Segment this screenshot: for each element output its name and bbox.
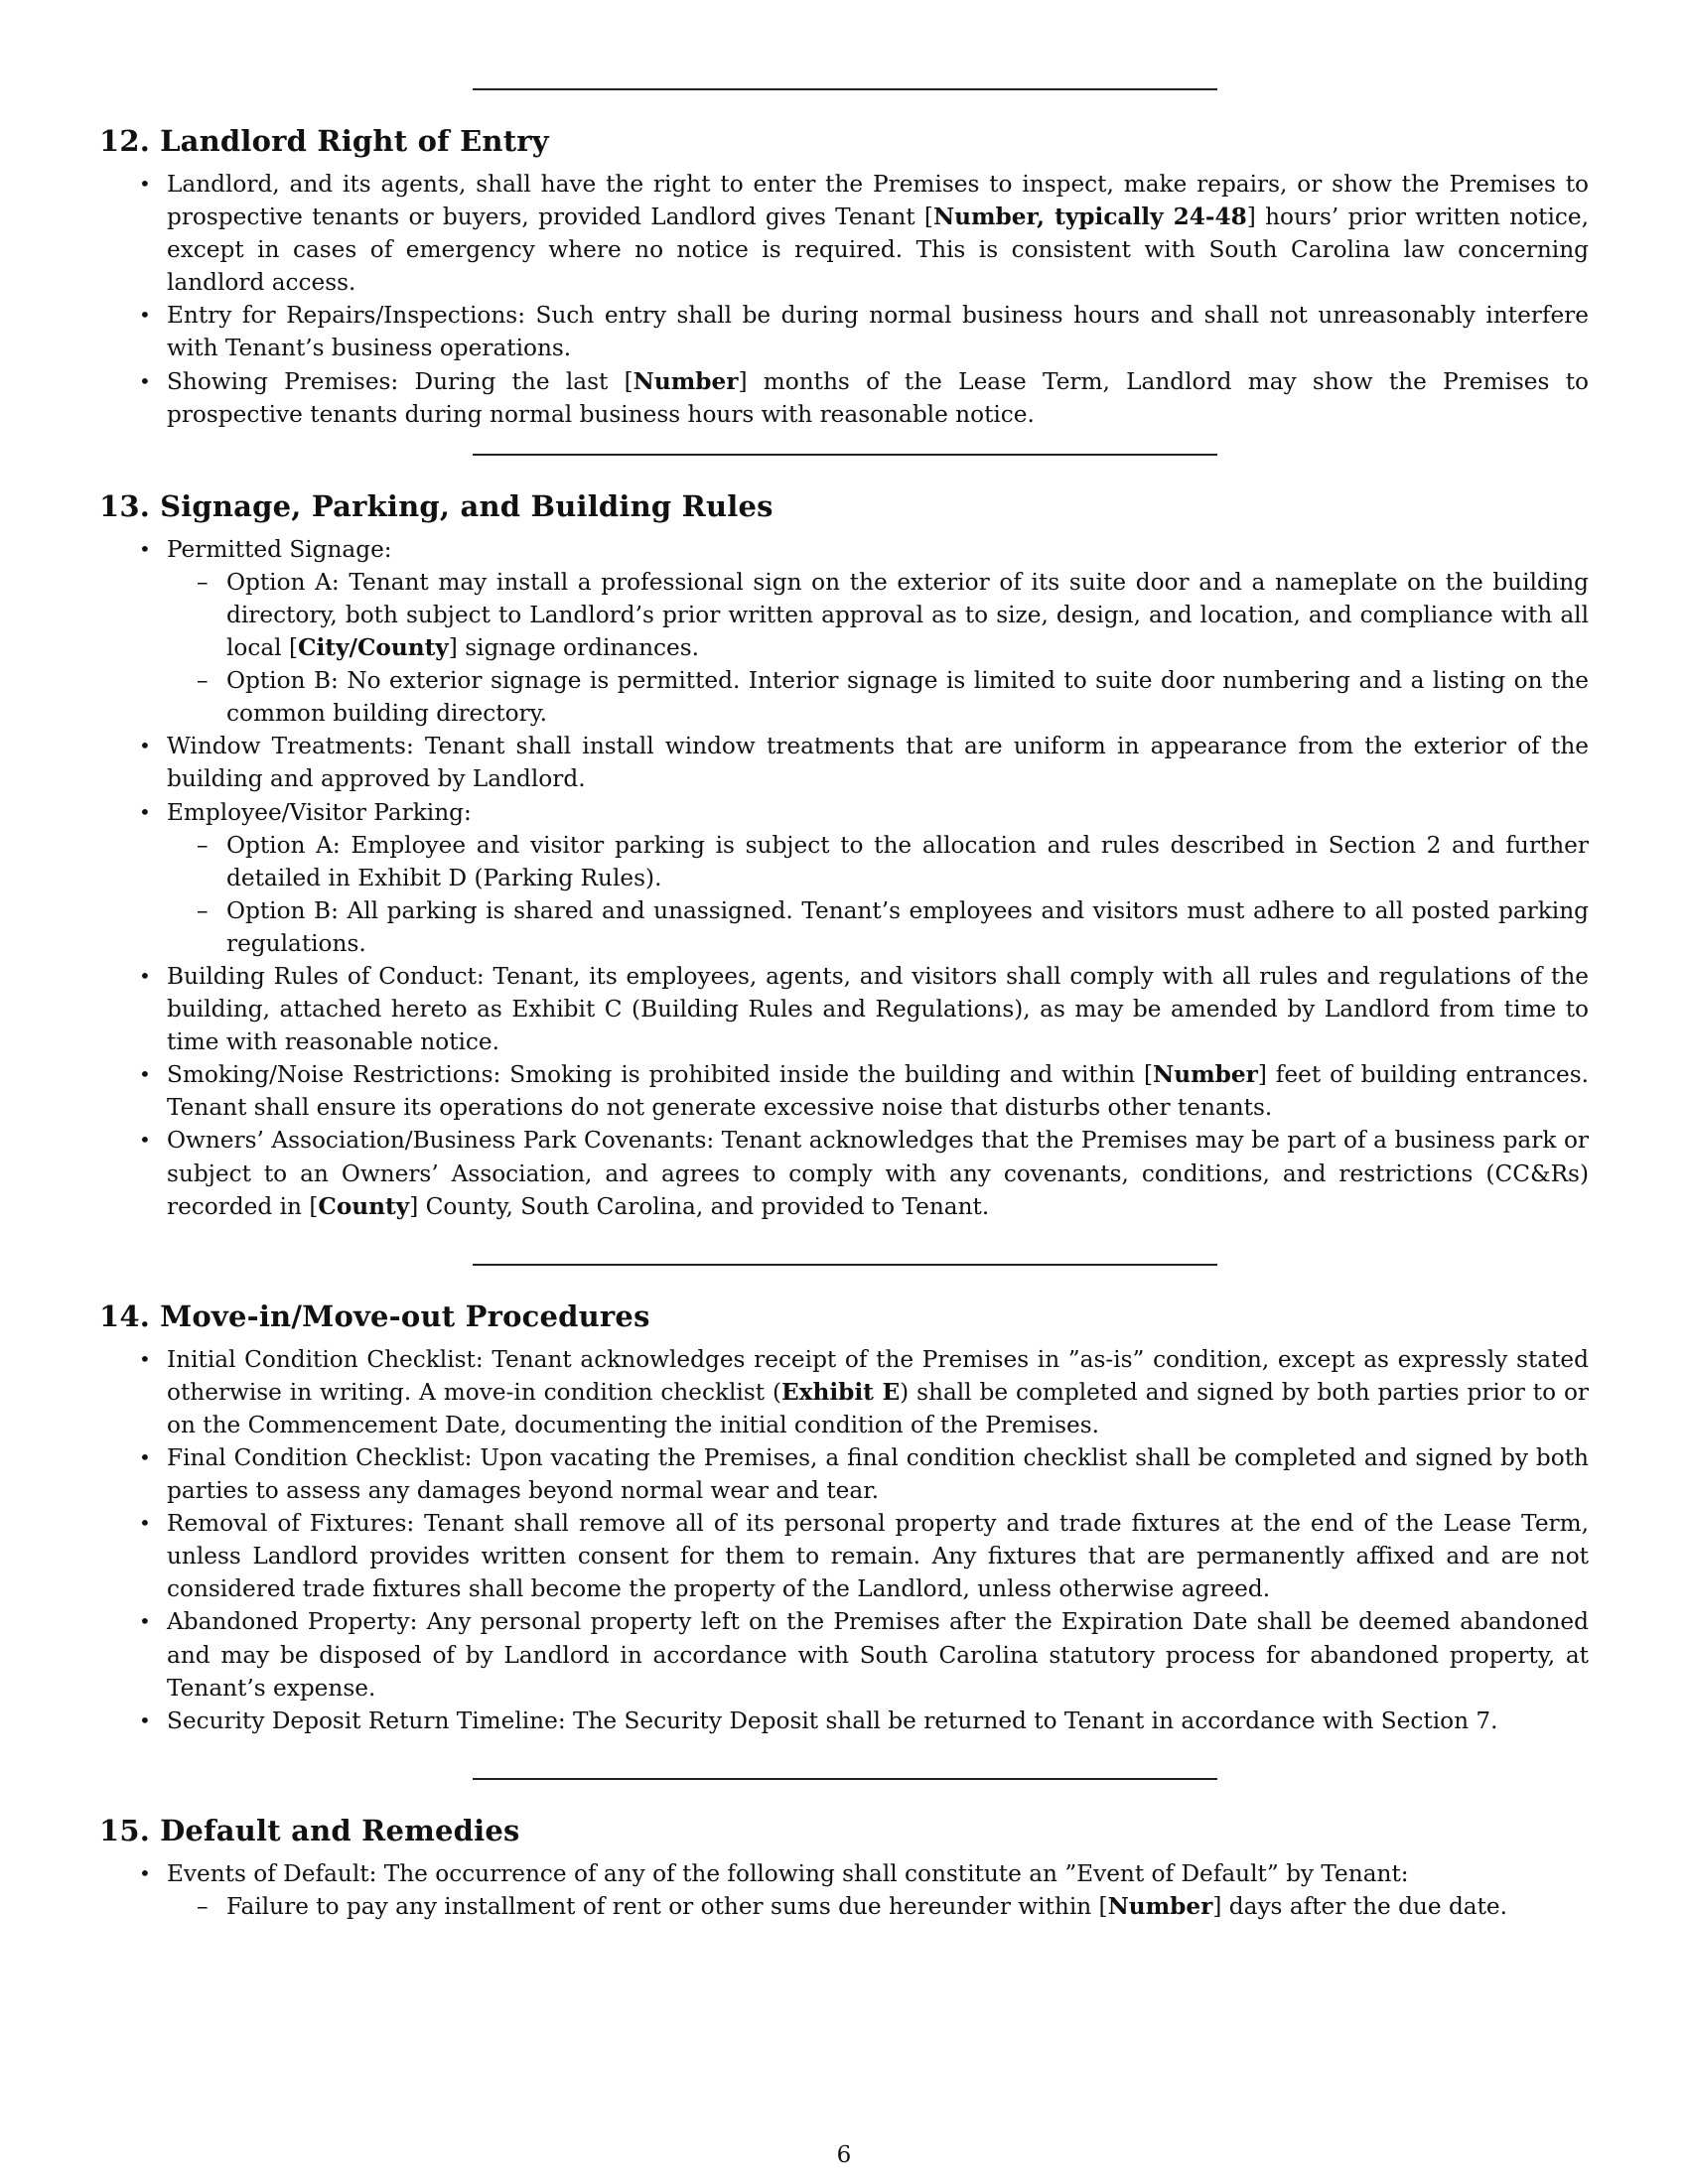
list-item: • Smoking/Noise Restrictions: Smoking is prohibited inside the building and within [Number] feet of building entrances. Tenant shall ensure its operations do not generate excessive noise that disturbs other tenants.: [139, 1061, 1589, 1122]
sub-list: [167, 566, 1589, 730]
list-item: • Initial Condition Checklist: Tenant acknowledges receipt of the Premises in ”as-is” condition, except as expressly stated otherwise in writing. A move-in condition checklist (Exhibit E) shall be completed and signed by both parties prior to or on the Commencement Date, documenting the initial condition of the Premises.: [139, 1345, 1589, 1438]
section-heading: 12. Landlord Right of Entry: [99, 124, 549, 158]
section-divider: [473, 1778, 1217, 1780]
section-divider: [473, 88, 1217, 90]
list-item: • Removal of Fixtures: Tenant shall remove all of its personal property and trade fixtures at the end of the Lease Term, unless Landlord provides written consent for them to remain. Any fixtures that are permanently affixed and are not considered trade fixtures shall become the property of the Landlord, unless otherwise agreed.: [139, 1510, 1589, 1603]
list-item: • Abandoned Property: Any personal property left on the Premises after the Expiration Date shall be deemed abandoned and may be disposed of by Landlord in accordance with South Carolina statutory process for abandoned property, at Tenant’s expense.: [139, 1608, 1589, 1702]
sub-list-item: – Option B: No exterior signage is permitted. Interior signage is limited to suite door numbering and a listing on the common building directory.: [197, 667, 1589, 728]
section-heading: 15. Default and Remedies: [99, 1813, 520, 1847]
section-divider: [473, 454, 1217, 456]
list-item: • Permitted Signage: – Option A: Tenant may install a professional sign on the exterior of its suite door and a nameplate on the building directory, both subject to Landlord’s prior written approval as to size, design, and location, and compliance with all local [City/County] signage ordinances. – Option B: No exterior signage is permitted. Interior signage is limited to suite door numbering and a listing on the common building directory.: [99, 533, 1589, 731]
sub-list-item: – Option A: Tenant may install a professional sign on the exterior of its suite door and a nameplate on the building directory, both subject to Landlord’s prior written approval as to size, design, and location, and compliance with all local [City/County] signage ordinances.: [197, 568, 1589, 662]
list-item: • Entry for Repairs/Inspections: Such entry shall be during normal business hours and shall not unreasonably interfere with Tenant’s business operations.: [139, 302, 1589, 362]
sub-list-item: – Option A: Employee and visitor parking is subject to the allocation and rules described in Section 2 and further detailed in Exhibit D (Parking Rules).: [197, 831, 1589, 891]
section-heading: 14. Move-in/Move-out Procedures: [99, 1298, 650, 1333]
list-item: • Events of Default: The occurrence of any of the following shall constitute an ”Event of Default” by Tenant: – Failure to pay any installment of rent or other sums due hereunder within [Number] days after the due date.: [99, 1857, 1589, 1923]
section-15: [99, 1814, 1589, 1923]
list-item: • Security Deposit Return Timeline: The Security Deposit shall be returned to Tenant in accordance with Section 7.: [139, 1706, 1498, 1734]
sub-list-item: – Option B: All parking is shared and unassigned. Tenant’s employees and visitors must adhere to all posted parking regulations.: [197, 896, 1589, 957]
list-item: • Final Condition Checklist: Upon vacating the Premises, a final condition checklist shall be completed and signed by both parties to assess any damages beyond normal wear and tear.: [139, 1444, 1589, 1505]
section-12: [99, 124, 1589, 431]
bullet-list: [99, 168, 1589, 431]
section-divider: [473, 1264, 1217, 1266]
list-item: • Showing Premises: During the last [Number] months of the Lease Term, Landlord may show the Premises to prospective tenants during normal business hours with reasonable notice.: [139, 367, 1589, 428]
bullet-list: [99, 1343, 1589, 1737]
list-item: • Building Rules of Conduct: Tenant, its employees, agents, and visitors shall comply with all rules and regulations of the building, attached hereto as Exhibit C (Building Rules and Regulations), as may be amended by Landlord from time to time with reasonable notice.: [139, 962, 1589, 1056]
bullet-list: [99, 533, 1589, 1223]
sub-list: [167, 829, 1589, 960]
list-item: • Employee/Visitor Parking: – Option A: Employee and visitor parking is subject to the allocation and rules described in Section 2 and further detailed in Exhibit D (Parking Rules). – Option B: All parking is shared and unassigned. Tenant’s employees and visitors must adhere to all posted parking regulations.: [99, 796, 1589, 960]
page-number: 6: [836, 2142, 852, 2168]
list-item: • Owners’ Association/Business Park Covenants: Tenant acknowledges that the Premises may be part of a business park or subject to an Owners’ Association, and agrees to comply with any covenants, conditions, and restrictions (CC&Rs) recorded in [County] County, South Carolina, and provided to Tenant.: [139, 1127, 1589, 1220]
list-item: • Window Treatments: Tenant shall install window treatments that are uniform in appearance from the exterior of the building and approved by Landlord.: [139, 733, 1589, 793]
section-heading: 13. Signage, Parking, and Building Rules: [99, 488, 774, 523]
section-13: [99, 489, 1589, 1223]
bullet-list: [99, 1857, 1589, 1923]
document-page: [99, 0, 1589, 1923]
list-item: • Landlord, and its agents, shall have the right to enter the Premises to inspect, make repairs, or show the Premises to prospective tenants or buyers, provided Landlord gives Tenant [Number, typically 24-48] hours’ prior written notice, except in cases of emergency where no notice is required. This is consistent with South Carolina law concerning landlord access.: [139, 171, 1589, 297]
sub-list: [167, 1890, 1589, 1923]
section-14: [99, 1299, 1589, 1737]
sub-list-item: – Failure to pay any installment of rent or other sums due hereunder within [Number] days after the due date.: [197, 1892, 1508, 1920]
